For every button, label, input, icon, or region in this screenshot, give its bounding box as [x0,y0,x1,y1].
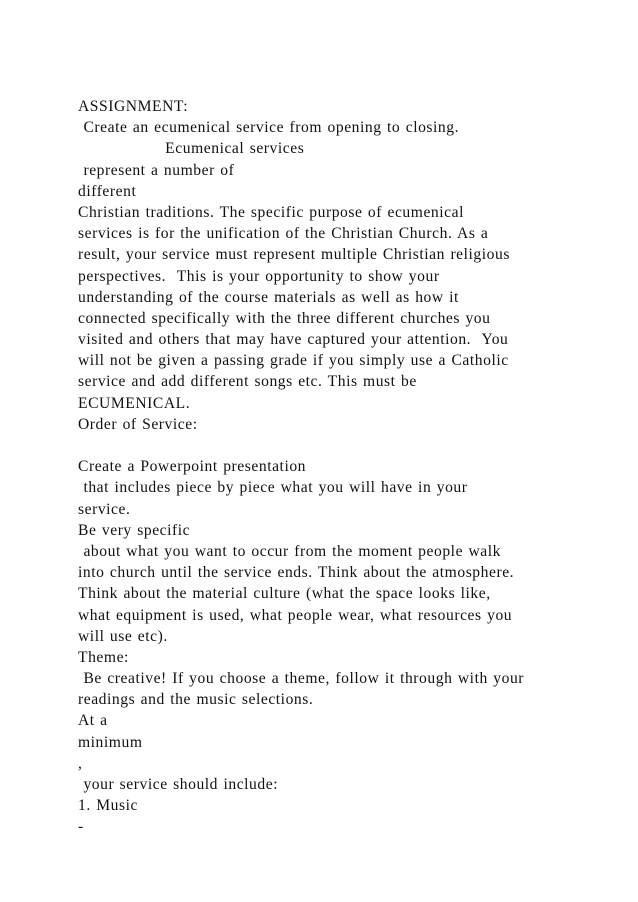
text-line: will use etc). [78,627,168,645]
text-line: Be creative! If you choose a theme, follow it through with your [78,670,525,688]
text-line: different [78,182,137,200]
text-line: Think about the material culture (what the space looks like, [78,585,491,603]
text-line: , [78,754,83,772]
text-line: will not be given a passing grade if you simply use a Catholic [78,352,509,370]
text-line: minimum [78,733,143,751]
text-line: Create a Powerpoint presentation [78,458,307,476]
text-line: result, your service must represent multiple Christian religious [78,246,510,264]
text-line: ECUMENICAL. [78,394,191,412]
text-line: Create an ecumenical service from opening to closing. [78,119,460,137]
text-line: Order of Service: [78,415,198,433]
blank-line [78,435,578,456]
text-line: what equipment is used, what people wear, what resources you [78,606,513,624]
text-line: Ecumenical services [78,140,305,158]
text-line: Be very specific [78,521,191,539]
text-line: service. [78,500,131,518]
text-line: 1. Music [78,797,138,815]
text-line: represent a number of [78,161,235,179]
text-line: At a [78,712,108,730]
text-line: your service should include: [78,776,279,793]
text-line: Christian traditions. The specific purpose of ecumenical [78,203,464,221]
text-line: readings and the music selections. [78,691,314,709]
text-line: services is for the unification of the Christian Church. As a [78,225,489,243]
text-line: visited and others that may have captured your attention. You [78,331,509,349]
text-line: perspectives. This is your opportunity to show your [78,267,440,285]
text-line: - [78,818,84,836]
text-line: that includes piece by piece what you will have in your [78,479,468,497]
text-line: understanding of the course materials as well as how it [78,288,459,306]
text-line: Theme: [78,648,129,666]
text-line: service and add different songs etc. This must be [78,373,417,391]
assignment-text [78,96,578,838]
text-line: about what you want to occur from the moment people walk [78,542,501,560]
text-line: into church until the service ends. Think about the atmosphere. [78,564,515,582]
text-line: connected specifically with the three different churches you [78,309,491,327]
text-line: ASSIGNMENT: [78,98,189,115]
